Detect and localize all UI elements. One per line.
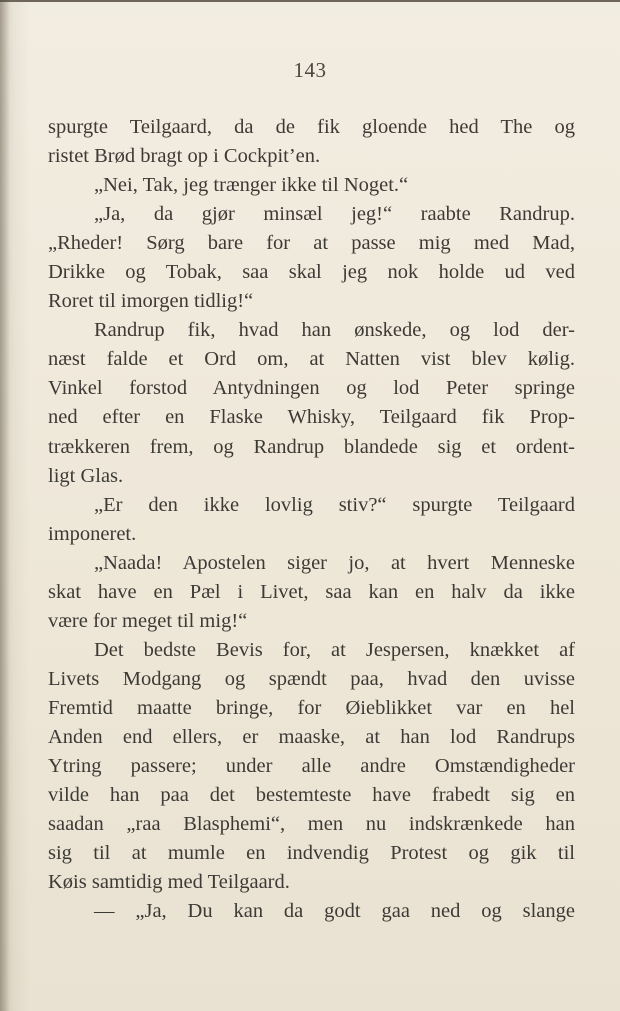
- text-line: ristet Brød bragt op i Cockpit’en.: [48, 145, 321, 168]
- text-line: saadan „raa Blasphemi“, men nu indskrænkede han: [48, 813, 575, 836]
- text-line: Randrup fik, hvad han ønskede, og lod der-: [94, 319, 575, 342]
- text-line: Roret til imorgen tidlig!“: [48, 290, 254, 313]
- body-text: [48, 113, 575, 926]
- text-line: spurgte Teilgaard, da de fik gloende hed The og: [48, 116, 575, 138]
- text-line: ned efter en Flaske Whisky, Teilgaard fik Prop-: [48, 406, 575, 429]
- text-line: ligt Glas.: [48, 464, 124, 487]
- text-line: Anden end ellers, er maaske, at han lod Randrups: [48, 725, 575, 748]
- text-line: skat have en Pæl i Livet, saa kan en halv da ikke: [48, 580, 575, 603]
- text-line: „Nei, Tak, jeg trænger ikke til Noget.“: [94, 174, 409, 197]
- text-line: Ytring passere; under alle andre Omstændigheder: [48, 755, 575, 778]
- top-edge-rule: [0, 0, 620, 2]
- text-line: — „Ja, Du kan da godt gaa ned og slange: [94, 900, 575, 923]
- text-line: Køis samtidig med Teilgaard.: [48, 871, 290, 894]
- page-number: 143: [293, 58, 327, 82]
- text-line: Vinkel forstod Antydningen og lod Peter springe: [48, 377, 575, 400]
- gutter-shadow: [0, 0, 10, 1011]
- text-line: „Er den ikke lovlig stiv?“ spurgte Teilgaard: [94, 493, 575, 516]
- text-line: sig til at mumle en indvendig Protest og gik til: [48, 842, 575, 865]
- text-line: Drikke og Tobak, saa skal jeg nok holde ud ved: [48, 261, 575, 284]
- text-line: næst falde et Ord om, at Natten vist blev kølig.: [48, 348, 575, 371]
- text-line: „Rheder! Sørg bare for at passe mig med Mad,: [48, 232, 575, 255]
- text-line: imponeret.: [48, 522, 137, 545]
- text-line: være for meget til mig!“: [48, 609, 248, 632]
- text-line: vilde han paa det bestemteste have frabedt sig en: [48, 784, 575, 807]
- text-line: Fremtid maatte bringe, for Øieblikket var en hel: [48, 696, 575, 719]
- text-line: „Naada! Apostelen siger jo, at hvert Menneske: [94, 551, 575, 574]
- text-line: „Ja, da gjør minsæl jeg!“ raabte Randrup.: [94, 203, 575, 226]
- text-line: trækkeren frem, og Randrup blandede sig et ordent-: [48, 435, 575, 458]
- text-line: Livets Modgang og spændt paa, hvad den uvisse: [48, 667, 575, 690]
- text-line: Det bedste Bevis for, at Jespersen, knækket af: [94, 638, 575, 661]
